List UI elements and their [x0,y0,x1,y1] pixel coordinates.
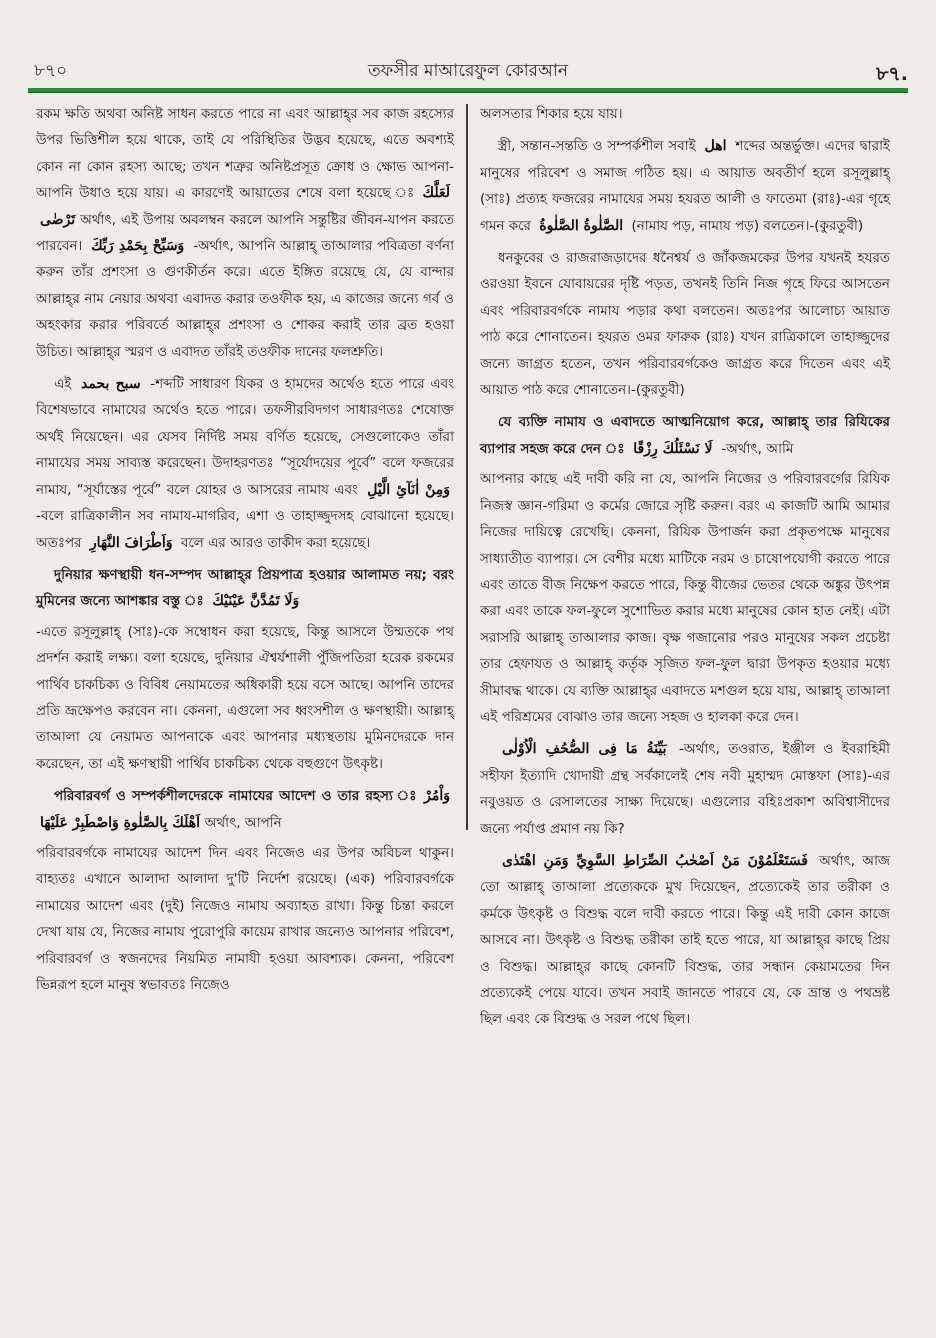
page-number-right: ৮৭. [876,63,908,85]
paragraph: ধনকুবের ও রাজরাজড়াদের ধনৈশ্বর্য ও জাঁকজমকের উপর যখনই হযরত ওরওয়া ইবনে যোবায়রের দৃষ্টি পড়ত, তখনই তিনি নিজ গৃহে ফিরে আসতেন এবং পরিবারবর্গকে নামায পড়ার কথা বলতেন। অতঃপর আলোচ্য আয়াত পাঠ করে শোনাতেন। হযরত ওমর ফারুক (রাঃ) যখন রাত্রিকালে তাহাজ্জুদের জন্যে জাগ্রত হতেন, তখন পরিবারবর্গকেও জাগ্রত করে দিতেন এবং এই আয়াত পাঠ করে শোনাতেন।-(কুরতুবী) [480,250,890,399]
arabic-phrase: وَاَطْرَافَ النَّهَارِ [89,534,173,551]
arabic-phrase: وَاْمُرْ اَهْلَكَ بِالصَّلٰوةِ وَاصْطَبِرْ عَلَيْهَا [40,788,451,831]
section-heading: যে ব্যক্তি নামায ও এবাদতে আত্মনিয়োগ করে, আল্লাহ্‌ তার রিযিকের ব্যাপার সহজ করে দেন ঃ لَا نَسْئَلُكَ رِزْقًا -অর্থাৎ, আমি [480,414,890,457]
section-heading: পরিবারবর্গ ও সম্পর্কশীলদেরকে নামাযের আদেশ ও তার রহস্য ঃ وَاْمُرْ اَهْلَكَ بِالصَّلٰوةِ وَاصْطَبِرْ عَلَيْهَا অর্থাৎ, আপনি [36,783,454,836]
running-title: তফসীর মাআরেফুল কোরআন [368,61,568,81]
arabic-phrase: فَسَتَعْلَمُوْنَ مَنْ اَصْحٰبُ الصِّرَاطِ السَّوِيِّ وَمَنِ اهْتَدٰى [502,852,808,869]
page-header [28,58,908,88]
arabic-phrase: سبح بحمد [80,376,141,393]
paragraph: فَسَتَعْلَمُوْنَ مَنْ اَصْحٰبُ الصِّرَاطِ السَّوِيِّ وَمَنِ اهْتَدٰى অর্থাৎ, আজ তো আল্লাহ্‌ তাআলা প্রত্যেককে মুখ দিয়েছেন, প্রত্যেকেই তার তরীকা ও কর্মকে উৎকৃষ্ট ও বিশুদ্ধ বলে দাবী করতে পারে। কিন্তু এই দাবী কোন কাজে আসবে না। উৎকৃষ্ট ও বিশুদ্ধ তরীকা তাই হতে পারে, যা আল্লাহ্‌র কাছে প্রিয় ও বিশুদ্ধ। আল্লাহ্‌র কাছে কোনটি বিশুদ্ধ, তার সন্ধান কেয়ামতের দিন প্রত্যেকেই পেয়ে যাবে। তখন সবাই জানতে পারবে যে, কে ভ্রান্ত ও পথভ্রষ্ট ছিল এবং কে বিশুদ্ধ ও সরল পথে ছিল। [480,852,891,1028]
arabic-phrase: بَيِّنَةُ مَا فِى الصُّحُفِ الْاُوْلٰى [502,741,667,758]
paragraph: بَيِّنَةُ مَا فِى الصُّحُفِ الْاُوْلٰى -অর্থাৎ, তওরাত, ইঞ্জীল ও ইবরাহিমী সহীফা ইত্যাদি খোদায়ী গ্রন্থ সর্বকালেই শেষ নবী মুহাম্মদ মোস্তফা (সাঃ)-এর নবুওয়ত ও রেসালতের সাক্ষ্য দিয়েছে। এগুলোর বহিঃপ্রকাশ অবিশ্বাসীদের জন্যে পর্যাপ্ত প্রমাণ নয় কি? [480,741,891,837]
arabic-phrase: الصَّلٰوةُ الصَّلٰوةُ [539,217,624,234]
paragraph: আপনার কাছে এই দাবী করি না যে, আপনি নিজের ও পরিবারবর্গের রিযিক নিজস্ব জ্ঞান-গরিমা ও কর্মের জোরে সৃষ্টি করুন। বরং এ কাজটি আমি আমার নিজের দায়িত্বে রেখেছি। কেননা, রিযিক উপার্জন করা প্রকৃতপক্ষে মানুষের সাধ্যাতীত ব্যাপার। সে বেশীর মধ্যে মাটিকে নরম ও চাষোপযোগী করতে পারে এবং তাতে বীজ নিক্ষেপ করতে পারে, কিন্তু বীজের ভেতর থেকে অঙ্কুর উৎপন্ন করা এবং তাকে ফল-ফুলে সুশোভিত করার মধ্যে মানুষের কোন হাত নেই। এটা সরাসরি আল্লাহ্‌ তাআলার কাজ। বৃক্ষ গজানোর পরও মানুষের সকল প্রচেষ্টা তার হেফাযত ও আল্লাহ্‌ কর্তৃক সৃজিত ফল-ফুল দ্বারা উপকৃত হওয়ার মধ্যে সীমাবদ্ধ থাকে। যে ব্যক্তি আল্লাহ্‌র এবাদতে মশগুল হয়ে যায়, আল্লাহ্‌ তাআলা এই পরিশ্রমের বোঝাও তার জন্যে সহজ ও হালকা করে দেন। [480,471,890,725]
paragraph: -এতে রসূলুল্লাহ্‌ (সাঃ)-কে সম্বোধন করা হয়েছে, কিন্তু আসলে উম্মতকে পথ প্রদর্শন করাই লক্ষ্য। বলা হয়েছে, দুনিয়ার ঐশ্বর্যশালী পুঁজিপতিরা হরেক রকমের পার্থিব চাকচিক্য ও বিবিধ নেয়ামতের অধিকারী হয়ে বসে আছে। আপনি তাদের প্রতি ভ্রূক্ষেপও করবেন না। কেননা, এগুলো সব ধ্বংসশীল ও ক্ষণস্থায়ী। আল্লাহ্‌ তাআলা যে নেয়ামত আপনাকে এবং আপনার মধ্যস্থতায় মুমিনদেরকে দান করেছেন, তা এই ক্ষণস্থায়ী পার্থিব চাকচিক্য থেকে বহুগুণে উৎকৃষ্ট। [36,623,454,772]
arabic-phrase: وَلَا تَمُدَّنَّ عَيْنَيْكَ [212,593,300,610]
right-column [480,101,890,1039]
arabic-phrase: وَمِنْ اٰنَآئِ الَّيْلِ [367,481,450,498]
paragraph: এই سبح بحمد -শব্দটি সাধারণ যিকর ও হামদের অর্থেও হতে পারে এবং বিশেষভাবে নামাযের অর্থেও হতে পারে। তফসীরবিদগণ সাধারণতঃ শেষোক্ত অর্থই নিয়েছেন। এর যেসব নির্দিষ্ট সময় বর্ণিত হয়েছে, সেগুলোকেও তাঁরা নামাযের সময় সাব্যস্ত করেছেন। উদাহরণতঃ “সূর্যোদয়ের পূর্বে” বলে ফজরের নামায, “সূর্যাস্তের পূর্বে” বলে যোহর ও আসরের নামায এবং وَمِنْ اٰنَآئِ الَّيْلِ -বলে রাত্রিকালীন সব নামায-মাগরিব, এশা ও তাহাজ্জুদসহ বোঝানো হয়েছে। অতঃপর وَاَطْرَافَ النَّهَارِ বলে এর আরও তাকীদ করা হয়েছে। [36,376,455,551]
paragraph: পরিবারবর্গকে নামাযের আদেশ দিন এবং নিজেও এর উপর অবিচল থাকুন। বাহ্যতঃ এখানে আলাদা আলাদা দু'টি নির্দেশ রয়েছে। (এক) পরিবারবর্গকে নামাযের আদেশ এবং (দুই) নিজেও নামায অব্যাহত রাখা। কিন্তু চিন্তা করলে দেখা যায় যে, নিজের নামায পুরোপুরি কায়েম রাখার জন্যেও আপনার পরিবেশ, পরিবারবর্গ ও স্বজনদের নিয়মিত নামাযী হওয়া আবশ্যক। কেননা, পরিবেশ ভিন্নরূপ হলে মানুষ স্বভাবতঃ নিজেও [36,844,454,993]
paragraph: স্ত্রী, সন্তান-সন্ততি ও সম্পর্কশীল সবাই اهل শব্দের অন্তর্ভুক্ত। এদের দ্বারাই মানুষের পরিবেশ ও সমাজ গঠিত হয়। এ আয়াত অবতীর্ণ হলে রসূলুল্লাহ্‌ (সাঃ) প্রত্যহ ফজরের নামাযের সময় হযরত আলী ও ফাতেমা (রাঃ)-এর গৃহে গমন করে الصَّلٰوةُ الصَّلٰوةُ (নামায পড়, নামায পড়) বলতেন।-(কুরতুবী) [480,138,891,234]
paragraph: রকম ক্ষতি অথবা অনিষ্ট সাধন করতে পারে না এবং আল্লাহ্‌র সব কাজ রহস্যের উপর ভিত্তিশীল হয়ে থাকে, তাই যে পরিস্থিতির উদ্ভব হয়েছে, এতে অবশ্যই কোন না কোন রহস্য আছে; তখন শত্রুর অনিষ্টপ্রসূত ক্রোধ ও ক্ষোভ আপনা-আপনি উধাও হয়ে যায়। এ কারণেই আয়াতের শেষে বলা হয়েছে ঃ لَعَلَّكَ تَرْضٰى অর্থাৎ, এই উপায় অবলম্বন করলে আপনি সন্তুষ্টির জীবন-যাপন করতে পারবেন। وَسَبِّحْ بِحَمْدِ رَبِّكَ -অর্থাৎ, আপনি আল্লাহ্‌ তাআলার পবিত্রতা বর্ণনা করুন তাঁর প্রশংসা ও গুণকীর্তন করে। এতে ইঙ্গিত রয়েছে যে, যে বান্দার আল্লাহ্‌র নাম নেয়ার অথবা এবাদত করার তওফীক হয়, এ কাজের জন্যে গর্ব ও অহংকার করার পরিবর্তে আল্লাহ্‌র প্রশংসা ও শোকর করাই তার ব্রত হওয়া উচিত। আল্লাহ্‌র স্মরণ ও এবাদত তাঁরই তওফীক দানের ফলশ্রুতি। [36,106,455,360]
section-heading: দুনিয়ার ক্ষণস্থায়ী ধন-সম্পদ আল্লাহ্‌র প্রিয়পাত্র হওয়ার আলামত নয়; বরং মুমিনের জন্যে আশঙ্কার বস্তু ঃ وَلَا تَمُدَّنَّ عَيْنَيْكَ [36,566,454,610]
arabic-phrase: لَا نَسْئَلُكَ رِزْقًا [633,440,713,457]
arabic-phrase: اهل [704,138,727,155]
arabic-phrase: وَسَبِّحْ بِحَمْدِ رَبِّكَ [91,238,185,255]
page-number-left: ৮৭০ [34,61,68,81]
column-divider [466,104,468,830]
header-rule [28,88,908,93]
arabic-phrase: لَعَلَّكَ تَرْضٰى [40,185,450,228]
paragraph: অলসতার শিকার হয়ে যায়। [480,106,623,122]
left-column [36,101,454,1004]
